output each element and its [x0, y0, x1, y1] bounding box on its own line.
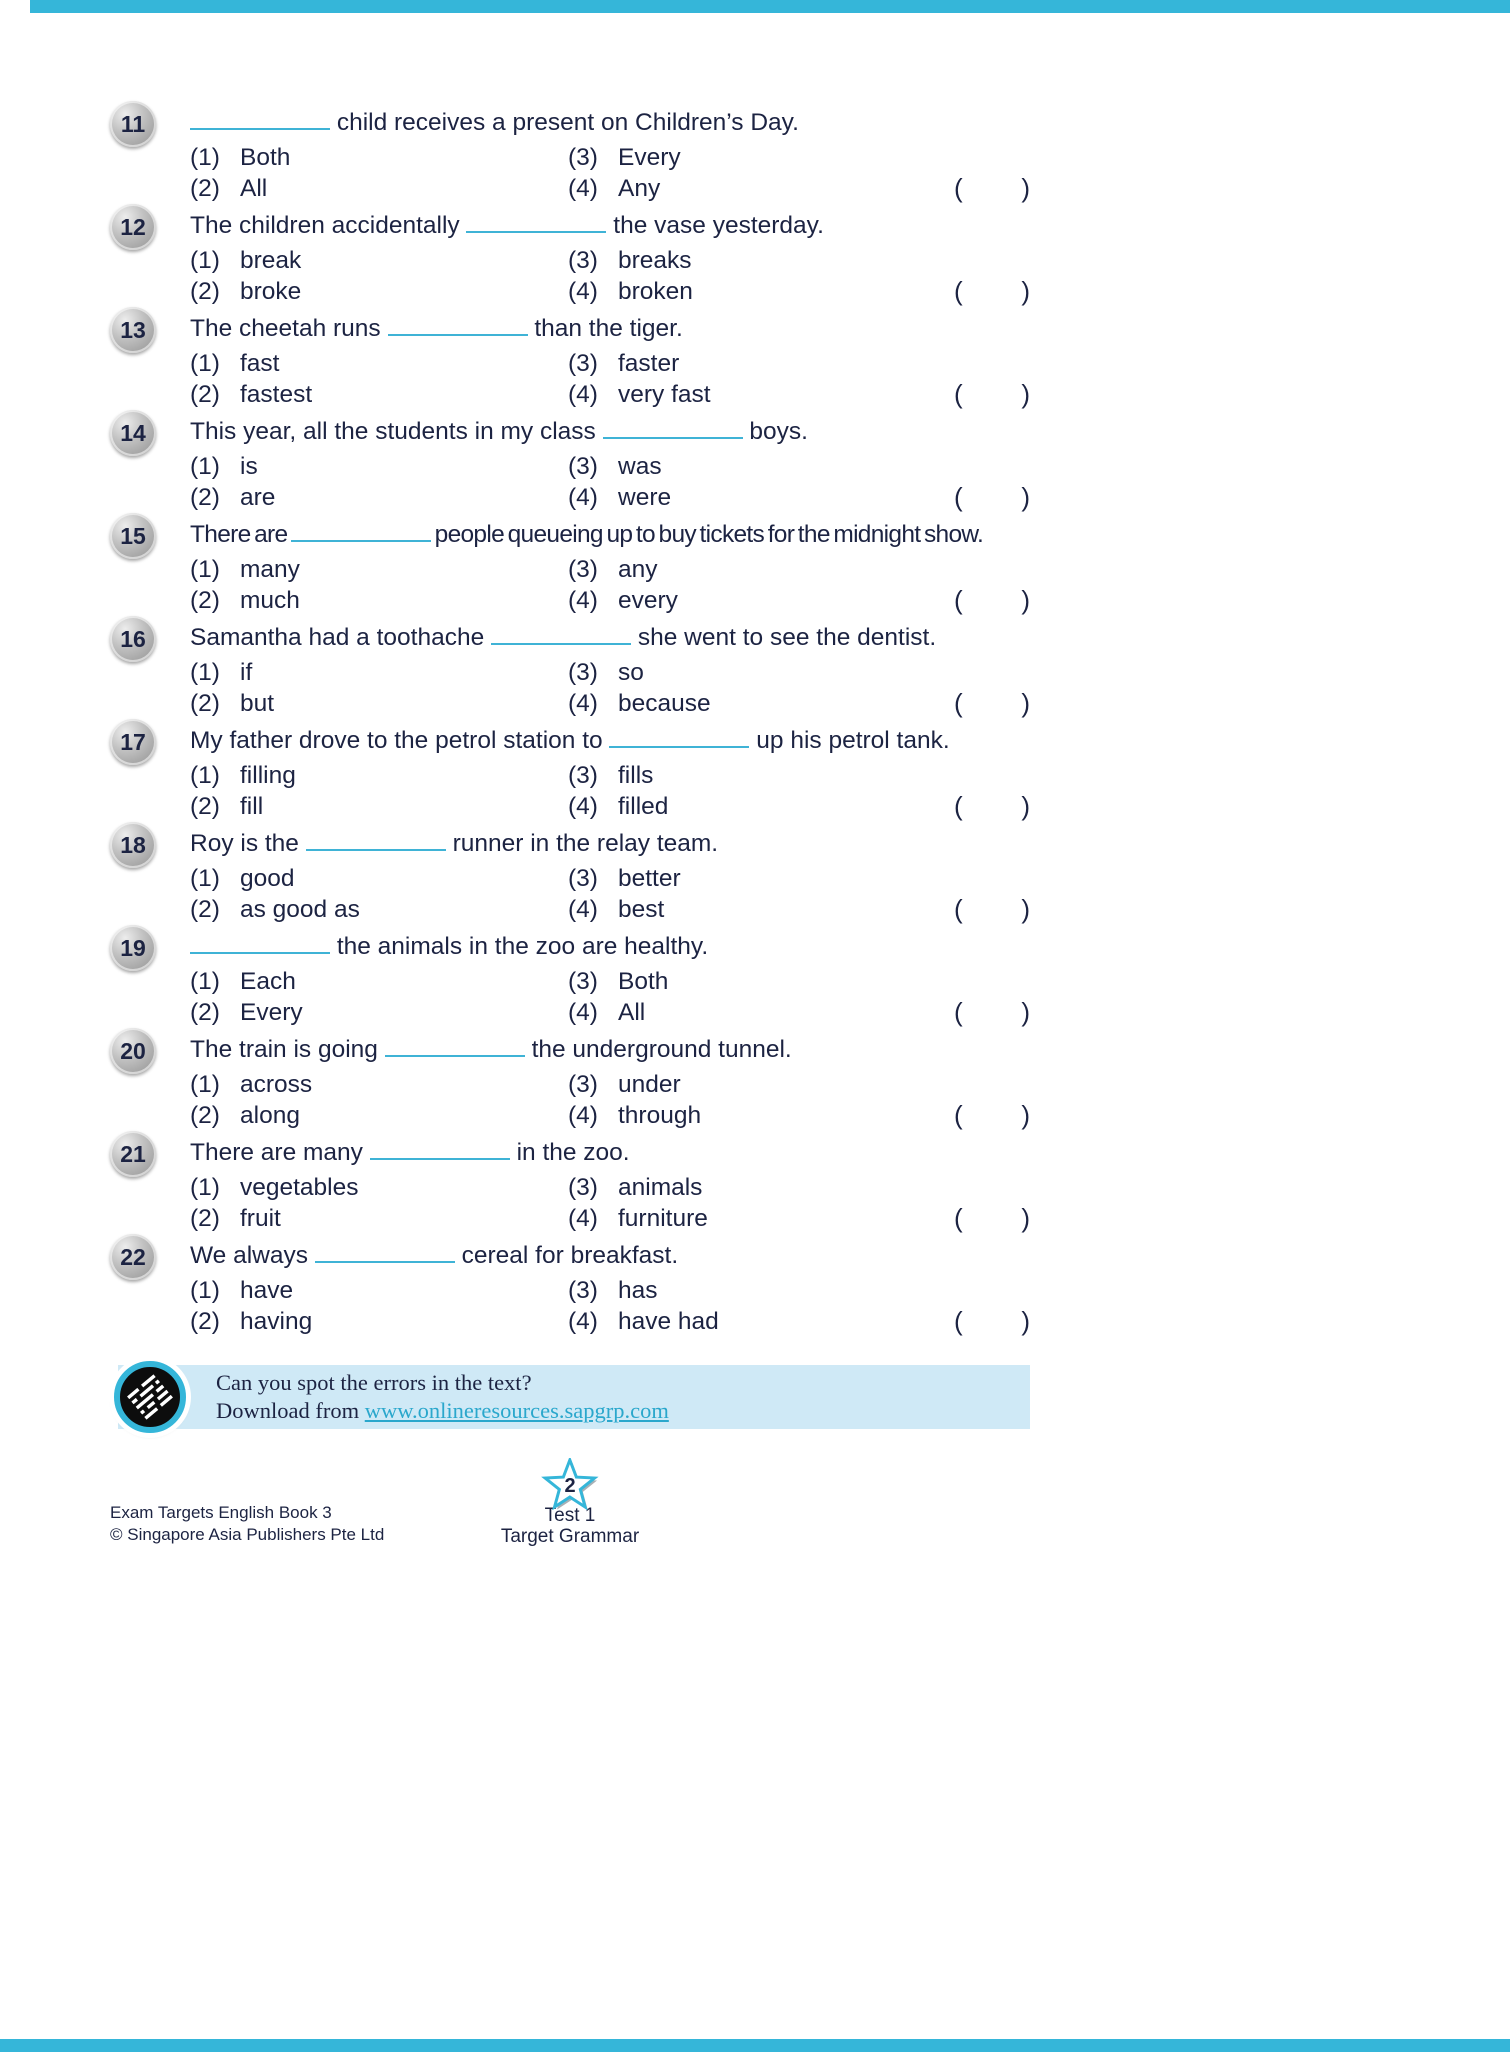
question-text-before-blank: The children accidentally — [190, 212, 460, 239]
question-number-badge — [110, 1131, 156, 1177]
option-label: (3) — [568, 865, 598, 892]
option-label: (1) — [190, 1277, 220, 1304]
fill-in-blank — [190, 108, 330, 130]
option-label: (1) — [190, 350, 220, 377]
question-number: 15 — [120, 522, 146, 549]
option-label: (3) — [568, 659, 598, 686]
answer-bracket-close: ) — [1021, 379, 1030, 409]
answer-bracket-close: ) — [1021, 1100, 1030, 1130]
answer-bracket-close: ) — [1021, 482, 1030, 512]
options-grid — [190, 451, 1030, 513]
question-text-before-blank: We always — [190, 1242, 309, 1269]
option-text: across — [240, 1071, 313, 1098]
fill-in-blank — [306, 829, 446, 851]
option-text: Every — [618, 144, 681, 171]
option-1 — [190, 1275, 568, 1306]
option-1 — [190, 863, 568, 894]
option-text: are — [240, 484, 276, 511]
option-label: (2) — [190, 587, 220, 614]
questions-list — [110, 0, 1030, 1337]
question-number-badge — [110, 307, 156, 353]
options-grid — [190, 760, 1030, 822]
option-label: (4) — [568, 484, 598, 511]
question-number: 20 — [120, 1037, 146, 1064]
option-label: (4) — [568, 896, 598, 923]
options-grid — [190, 966, 1030, 1028]
question-text — [190, 415, 1030, 449]
option-label: (1) — [190, 144, 220, 171]
option-text: broken — [618, 278, 693, 305]
option-label: (2) — [190, 278, 220, 305]
fill-in-blank — [466, 211, 606, 233]
page-bottom-border — [0, 2039, 1510, 2052]
question-text-after-blank: people queueing up to buy tickets for the midnight show. — [434, 521, 984, 548]
option-1 — [190, 760, 568, 791]
option-1 — [190, 245, 568, 276]
option-text: Every — [240, 999, 303, 1026]
option-text: Any — [618, 175, 661, 202]
question-text — [190, 724, 1030, 758]
fill-in-blank — [370, 1138, 510, 1160]
option-text: have had — [618, 1308, 719, 1335]
option-text: breaks — [618, 247, 692, 274]
option-label: (1) — [190, 247, 220, 274]
question-text — [190, 930, 1030, 964]
option-3 — [568, 863, 1030, 894]
option-text: filling — [240, 762, 296, 789]
answer-bracket-open: ( — [954, 688, 963, 718]
option-1 — [190, 966, 568, 997]
answer-write-slot — [954, 791, 1030, 821]
question-number-badge — [110, 822, 156, 868]
question-number: 18 — [120, 831, 146, 858]
option-label: (3) — [568, 1174, 598, 1201]
answer-write-slot — [954, 379, 1030, 409]
option-3 — [568, 657, 1030, 688]
option-label: (4) — [568, 175, 598, 202]
option-label: (1) — [190, 1071, 220, 1098]
answer-bracket-close: ) — [1021, 688, 1030, 718]
answer-write-slot — [954, 585, 1030, 615]
page-footer — [110, 1455, 1030, 1547]
question-text-before-blank: There are many — [190, 1139, 363, 1166]
option-2 — [190, 276, 568, 307]
option-2 — [190, 791, 568, 822]
option-2 — [190, 688, 568, 719]
question-number-badge — [110, 616, 156, 662]
answer-bracket-open: ( — [954, 585, 963, 615]
answer-write-slot — [954, 997, 1030, 1027]
answer-write-slot — [954, 894, 1030, 924]
answer-write-slot — [954, 1306, 1030, 1336]
book-title: Exam Targets English Book 3 — [110, 1503, 332, 1522]
option-1 — [190, 348, 568, 379]
option-2 — [190, 1306, 568, 1337]
answer-bracket-close: ) — [1021, 894, 1030, 924]
option-3 — [568, 1172, 1030, 1203]
options-grid — [190, 245, 1030, 307]
fill-in-blank — [609, 726, 749, 748]
option-text: filled — [618, 793, 669, 820]
question-text-after-blank: cereal for breakfast. — [461, 1242, 679, 1269]
question-number-badge — [110, 1028, 156, 1074]
question-text-before-blank: The train is going — [190, 1036, 378, 1063]
option-text: Both — [240, 144, 291, 171]
question-body — [190, 312, 1030, 410]
question-text — [190, 1136, 1030, 1170]
answer-bracket-open: ( — [954, 379, 963, 409]
resources-link[interactable]: www.onlineresources.sapgrp.com — [364, 1398, 669, 1423]
question-text — [190, 1239, 1030, 1273]
question-18 — [110, 827, 1030, 925]
option-text: fill — [240, 793, 264, 820]
option-label: (3) — [568, 556, 598, 583]
question-body — [190, 209, 1030, 307]
question-number: 17 — [120, 728, 146, 755]
answer-bracket-close: ) — [1021, 791, 1030, 821]
question-body — [190, 1136, 1030, 1234]
option-text: very fast — [618, 381, 711, 408]
option-label: (1) — [190, 556, 220, 583]
banner-download-prefix: Download from — [216, 1398, 365, 1423]
option-label: (4) — [568, 999, 598, 1026]
question-13 — [110, 312, 1030, 410]
question-number-badge — [110, 925, 156, 971]
option-label: (3) — [568, 453, 598, 480]
option-text: fastest — [240, 381, 313, 408]
question-17 — [110, 724, 1030, 822]
option-label: (4) — [568, 1308, 598, 1335]
question-body — [190, 930, 1030, 1028]
answer-bracket-close: ) — [1021, 585, 1030, 615]
option-label: (2) — [190, 175, 220, 202]
option-2 — [190, 1100, 568, 1131]
question-text-after-blank: she went to see the dentist. — [637, 624, 937, 651]
question-body — [190, 827, 1030, 925]
option-label: (2) — [190, 1102, 220, 1129]
maze-icon — [114, 1361, 186, 1433]
book-credit — [110, 1502, 384, 1545]
option-text: but — [240, 690, 275, 717]
option-text: have — [240, 1277, 294, 1304]
question-text-before-blank: This year, all the students in my class — [190, 418, 596, 445]
question-text-before-blank: My father drove to the petrol station to — [190, 727, 603, 754]
option-3 — [568, 451, 1030, 482]
option-3 — [568, 142, 1030, 173]
option-text: has — [618, 1277, 658, 1304]
question-body — [190, 415, 1030, 513]
option-text: All — [240, 175, 268, 202]
option-text: faster — [618, 350, 680, 377]
option-3 — [568, 554, 1030, 585]
question-16 — [110, 621, 1030, 719]
test-label: Test 1 — [544, 1505, 596, 1526]
option-text: much — [240, 587, 300, 614]
options-grid — [190, 657, 1030, 719]
option-text: vegetables — [240, 1174, 359, 1201]
question-text — [190, 518, 1030, 552]
option-2 — [190, 585, 568, 616]
question-text — [190, 312, 1030, 346]
question-body — [190, 518, 1030, 616]
question-body — [190, 724, 1030, 822]
option-label: (1) — [190, 762, 220, 789]
answer-bracket-open: ( — [954, 173, 963, 203]
options-grid — [190, 142, 1030, 204]
option-label: (2) — [190, 896, 220, 923]
question-number: 11 — [120, 110, 146, 137]
option-text: best — [618, 896, 665, 923]
question-text-after-blank: up his petrol tank. — [756, 727, 950, 754]
answer-write-slot — [954, 1100, 1030, 1130]
fill-in-blank — [385, 1035, 525, 1057]
answer-write-slot — [954, 173, 1030, 203]
question-body — [190, 106, 1030, 204]
question-text-after-blank: in the zoo. — [516, 1139, 630, 1166]
option-label: (3) — [568, 762, 598, 789]
option-2 — [190, 1203, 568, 1234]
option-text: under — [618, 1071, 681, 1098]
option-text: through — [618, 1102, 702, 1129]
footer-center — [501, 1458, 639, 1547]
option-2 — [190, 173, 568, 204]
option-text: fast — [240, 350, 280, 377]
question-number: 13 — [120, 316, 146, 343]
option-text: along — [240, 1102, 300, 1129]
answer-write-slot — [954, 688, 1030, 718]
answer-bracket-open: ( — [954, 791, 963, 821]
option-label: (2) — [190, 999, 220, 1026]
page-number-star — [541, 1458, 599, 1510]
option-1 — [190, 451, 568, 482]
question-text-before-blank: The cheetah runs — [190, 315, 381, 342]
option-3 — [568, 966, 1030, 997]
question-number: 16 — [120, 625, 146, 652]
fill-in-blank — [315, 1241, 455, 1263]
question-number-badge — [110, 719, 156, 765]
question-text — [190, 106, 1030, 140]
option-label: (4) — [568, 1102, 598, 1129]
banner-question-text: Can you spot the errors in the text? — [216, 1370, 532, 1395]
option-label: (2) — [190, 1308, 220, 1335]
question-body — [190, 621, 1030, 719]
option-label: (2) — [190, 690, 220, 717]
option-text: if — [240, 659, 253, 686]
option-text: animals — [618, 1174, 703, 1201]
option-text: as good as — [240, 896, 360, 923]
option-text: any — [618, 556, 658, 583]
option-text: because — [618, 690, 711, 717]
answer-bracket-open: ( — [954, 1203, 963, 1233]
answer-bracket-close: ) — [1021, 276, 1030, 306]
question-text — [190, 1033, 1030, 1067]
option-label: (4) — [568, 278, 598, 305]
fill-in-blank — [603, 417, 743, 439]
question-number-badge — [110, 101, 156, 147]
option-label: (4) — [568, 690, 598, 717]
options-grid — [190, 348, 1030, 410]
question-text-after-blank: runner in the relay team. — [452, 830, 719, 857]
option-label: (4) — [568, 587, 598, 614]
option-text: many — [240, 556, 300, 583]
option-label: (3) — [568, 1277, 598, 1304]
option-label: (1) — [190, 865, 220, 892]
option-text: fills — [618, 762, 654, 789]
question-number: 12 — [120, 213, 146, 240]
answer-write-slot — [954, 1203, 1030, 1233]
page-number: 2 — [564, 1474, 576, 1497]
option-text: so — [618, 659, 644, 686]
question-number: 21 — [120, 1140, 146, 1167]
question-number: 22 — [120, 1243, 146, 1270]
options-grid — [190, 554, 1030, 616]
option-label: (4) — [568, 1205, 598, 1232]
option-1 — [190, 1172, 568, 1203]
question-21 — [110, 1136, 1030, 1234]
question-text — [190, 209, 1030, 243]
option-label: (1) — [190, 453, 220, 480]
answer-write-slot — [954, 482, 1030, 512]
question-number-badge — [110, 1234, 156, 1280]
option-text: break — [240, 247, 302, 274]
option-text: better — [618, 865, 681, 892]
option-3 — [568, 760, 1030, 791]
question-number-badge — [110, 204, 156, 250]
option-3 — [568, 1275, 1030, 1306]
option-label: (2) — [190, 1205, 220, 1232]
option-3 — [568, 348, 1030, 379]
banner-download-line — [216, 1397, 1030, 1425]
page-content — [110, 0, 1030, 1547]
option-2 — [190, 379, 568, 410]
question-11 — [110, 106, 1030, 204]
answer-bracket-open: ( — [954, 482, 963, 512]
answer-bracket-open: ( — [954, 997, 963, 1027]
option-3 — [568, 245, 1030, 276]
question-text-after-blank: the underground tunnel. — [531, 1036, 792, 1063]
answer-bracket-open: ( — [954, 276, 963, 306]
option-1 — [190, 554, 568, 585]
option-text: furniture — [618, 1205, 708, 1232]
question-number-badge — [110, 513, 156, 559]
answer-write-slot — [954, 276, 1030, 306]
question-text-before-blank: Samantha had a toothache — [190, 624, 485, 651]
question-number: 19 — [120, 934, 146, 961]
option-label: (2) — [190, 484, 220, 511]
option-label: (3) — [568, 350, 598, 377]
question-20 — [110, 1033, 1030, 1131]
answer-bracket-open: ( — [954, 894, 963, 924]
option-text: good — [240, 865, 295, 892]
option-text: every — [618, 587, 678, 614]
question-text-after-blank: the animals in the zoo are healthy. — [336, 933, 709, 960]
question-15 — [110, 518, 1030, 616]
option-text: were — [618, 484, 672, 511]
answer-bracket-open: ( — [954, 1306, 963, 1336]
option-text: Both — [618, 968, 669, 995]
option-label: (4) — [568, 793, 598, 820]
option-label: (1) — [190, 659, 220, 686]
option-2 — [190, 894, 568, 925]
option-text: is — [240, 453, 258, 480]
options-grid — [190, 863, 1030, 925]
question-number-badge — [110, 410, 156, 456]
question-text-before-blank: There are — [190, 521, 288, 548]
option-label: (3) — [568, 968, 598, 995]
option-label: (2) — [190, 381, 220, 408]
option-1 — [190, 657, 568, 688]
answer-bracket-close: ) — [1021, 173, 1030, 203]
answer-bracket-open: ( — [954, 1100, 963, 1130]
question-12 — [110, 209, 1030, 307]
option-label: (1) — [190, 1174, 220, 1201]
question-text — [190, 827, 1030, 861]
copyright-line: © Singapore Asia Publishers Pte Ltd — [110, 1524, 385, 1544]
option-label: (3) — [568, 247, 598, 274]
question-text-after-blank: boys. — [749, 418, 808, 445]
question-22 — [110, 1239, 1030, 1337]
question-14 — [110, 415, 1030, 513]
option-label: (2) — [190, 793, 220, 820]
question-body — [190, 1239, 1030, 1337]
option-label: (3) — [568, 1071, 598, 1098]
fill-in-blank — [190, 932, 330, 954]
option-2 — [190, 482, 568, 513]
fill-in-blank — [291, 520, 431, 542]
answer-bracket-close: ) — [1021, 1203, 1030, 1233]
answer-bracket-close: ) — [1021, 1306, 1030, 1336]
option-label: (3) — [568, 144, 598, 171]
resources-banner — [118, 1365, 1030, 1429]
option-1 — [190, 1069, 568, 1100]
fill-in-blank — [491, 623, 631, 645]
options-grid — [190, 1069, 1030, 1131]
question-text — [190, 621, 1030, 655]
question-body — [190, 1033, 1030, 1131]
options-grid — [190, 1275, 1030, 1337]
option-label: (4) — [568, 381, 598, 408]
question-text-after-blank: than the tiger. — [534, 315, 683, 342]
option-3 — [568, 1069, 1030, 1100]
question-number: 14 — [120, 419, 146, 446]
option-text: All — [618, 999, 646, 1026]
section-label: Target Grammar — [500, 1525, 640, 1547]
option-text: was — [618, 453, 662, 480]
answer-bracket-close: ) — [1021, 997, 1030, 1027]
option-text: fruit — [240, 1205, 281, 1232]
option-2 — [190, 997, 568, 1028]
question-text-before-blank: Roy is the — [190, 830, 299, 857]
question-text-after-blank: the vase yesterday. — [613, 212, 824, 239]
question-text-after-blank: child receives a present on Children’s Day. — [336, 109, 799, 136]
option-text: having — [240, 1308, 313, 1335]
fill-in-blank — [388, 314, 528, 336]
question-19 — [110, 930, 1030, 1028]
option-1 — [190, 142, 568, 173]
option-label: (1) — [190, 968, 220, 995]
option-text: broke — [240, 278, 302, 305]
options-grid — [190, 1172, 1030, 1234]
option-text: Each — [240, 968, 296, 995]
